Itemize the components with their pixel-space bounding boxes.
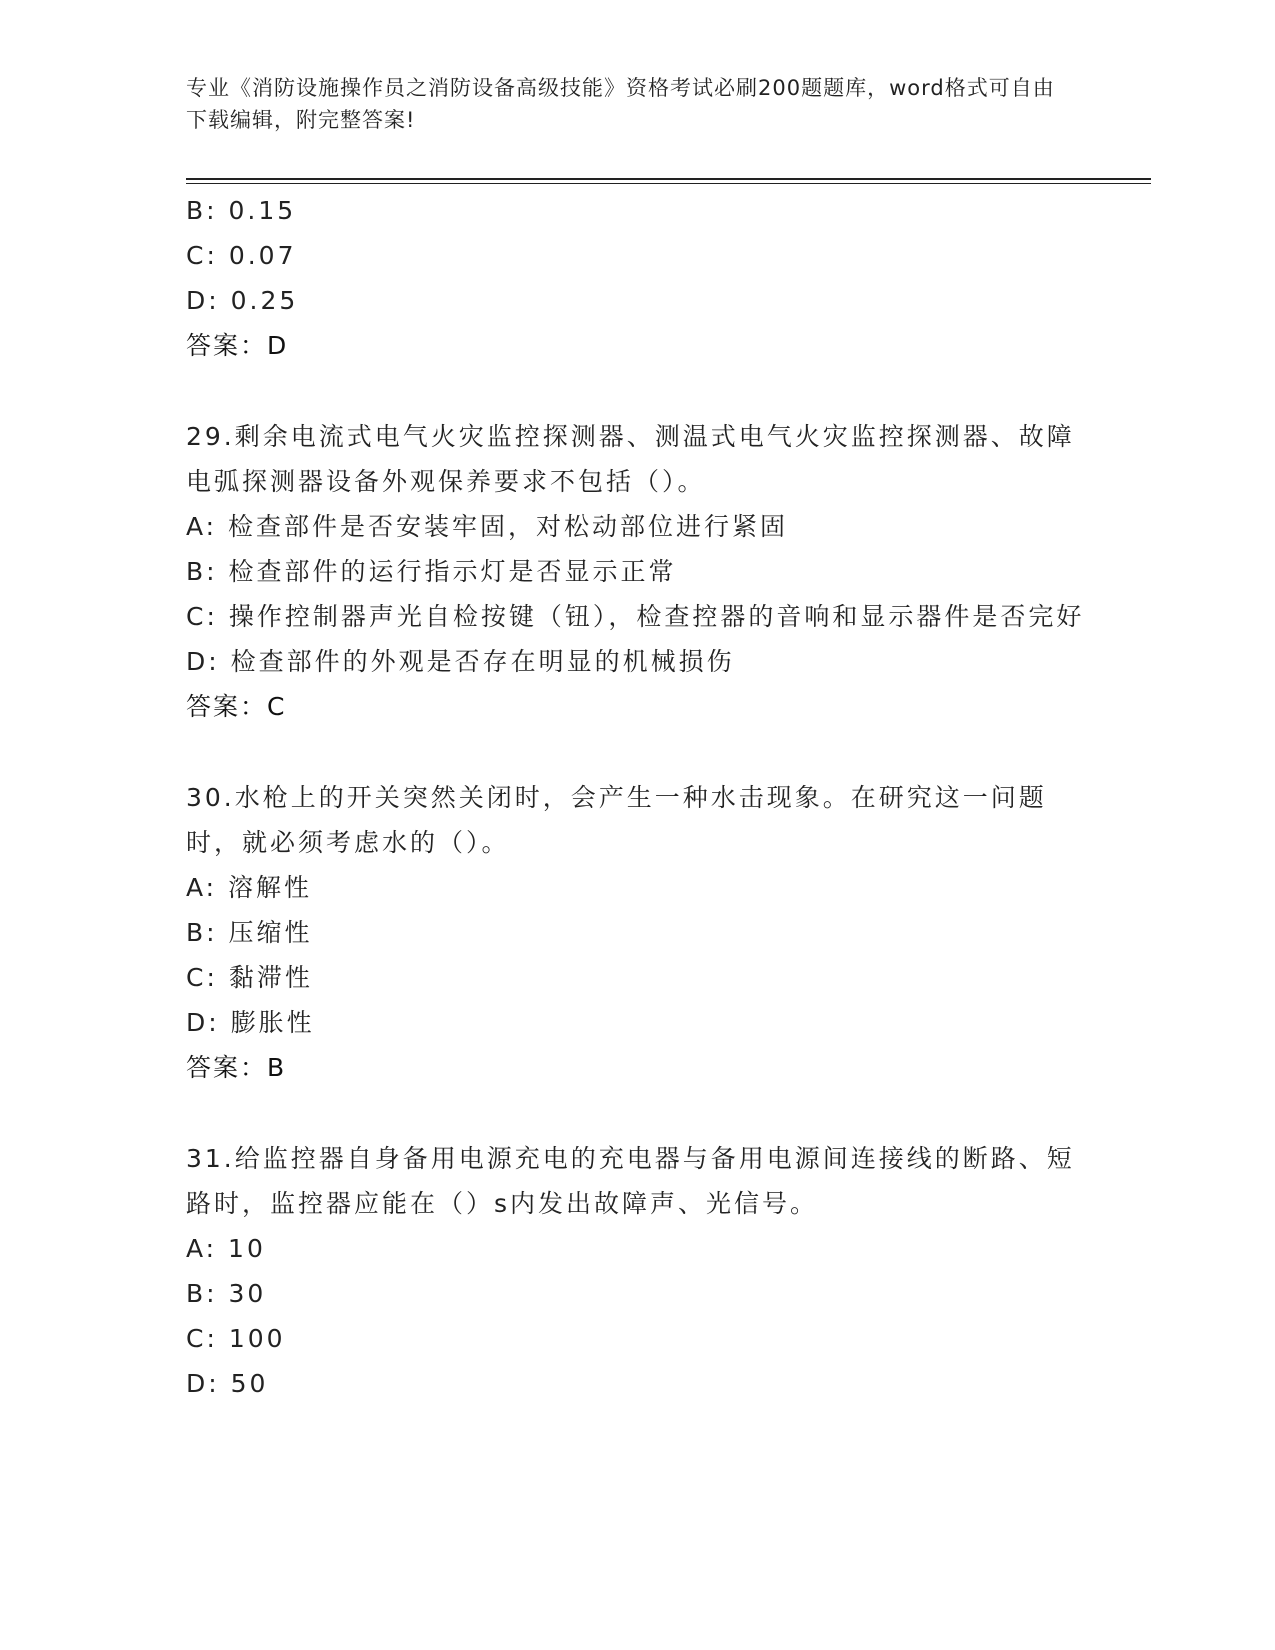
answer-label: 答案：B [186,1053,287,1082]
question-list [186,188,1086,1406]
option-d: D: 50 [186,1369,269,1398]
header-divider-thick [186,178,1151,180]
answer-label: 答案：D [186,331,289,360]
question-28-tail [186,188,1086,368]
option-a: A: 10 [186,1234,266,1263]
option-c: C: 0.07 [186,241,297,270]
question-29 [186,414,1086,729]
answer-label: 答案：C [186,692,287,721]
question-31 [186,1136,1086,1406]
option-d: D: 0.25 [186,286,299,315]
option-a: A: 检查部件是否安装牢固，对松动部位进行紧固 [186,512,789,541]
option-c: C: 100 [186,1324,286,1353]
question-text: 31.给监控器自身备用电源充电的充电器与备用电源间连接线的断路、短路时，监控器应能在（）s内发出故障声、光信号。 [186,1144,1075,1218]
spacer [186,368,1086,414]
option-d: D: 检查部件的外观是否存在明显的机械损伤 [186,647,735,676]
spacer [186,729,1086,775]
document-header: 专业《消防设施操作员之消防设备高级技能》资格考试必刷200题题库，word格式可自由下载编辑，附完整答案! [186,76,1055,132]
option-c: C: 黏滞性 [186,963,313,992]
option-c: C: 操作控制器声光自检按键（钮），检查控器的音响和显示器件是否完好 [186,602,1085,631]
option-b: B: 0.15 [186,196,297,225]
option-b: B: 30 [186,1279,267,1308]
question-text: 29.剩余电流式电气火灾监控探测器、测温式电气火灾监控探测器、故障电弧探测器设备外观保养要求不包括（）。 [186,422,1075,496]
option-b: B: 检查部件的运行指示灯是否显示正常 [186,557,677,586]
option-a: A: 溶解性 [186,873,313,902]
question-30 [186,775,1086,1090]
option-b: B: 压缩性 [186,918,313,947]
spacer [186,1090,1086,1136]
option-d: D: 膨胀性 [186,1008,315,1037]
question-text: 30.水枪上的开关突然关闭时，会产生一种水击现象。在研究这一问题时，就必须考虑水的（）。 [186,783,1047,857]
header-divider-thin [186,183,1151,184]
